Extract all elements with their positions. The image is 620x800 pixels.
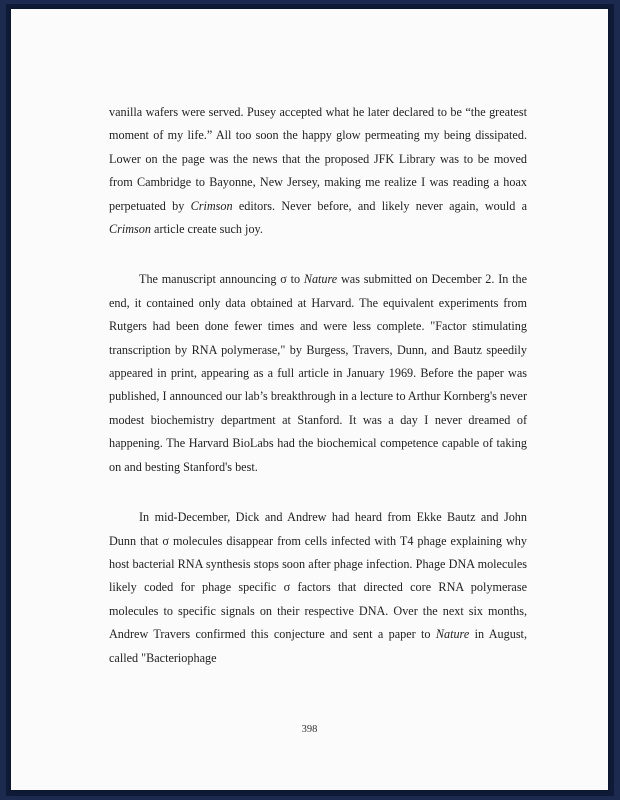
page-number: 398 [301,724,318,735]
body-text [109,101,527,670]
paragraph: The manuscript announcing σ to Nature was submitted on December 2. In the end, it contained only data obtained at Harvard. The equivalent experiments from Rutgers had been done fewer times and were less complete. "Factor stimulating transcription by RNA polymerase," by Burgess, Travers, Dunn, and Bautz speedily appeared in print, appearing as a full article in January 1969. Before the paper was published, I announced our lab’s breakthrough in a lecture to Arthur Kornberg's never modest biochemistry department at Stanford. It was a day I never dreamed of happening. The Harvard BioLabs had the biochemical competence capable of taking on and besting Stanford's best. [109,272,527,474]
paragraph: In mid-December, Dick and Andrew had heard from Ekke Bautz and John Dunn that σ molecules disappear from cells infected with T4 phage explaining why host bacterial RNA synthesis stops soon after phage infection. Phage DNA molecules likely coded for phage specific σ factors that directed core RNA polymerase molecules to specific signals on their respective DNA. Over the next six months, Andrew Travers confirmed this conjecture and sent a paper to Nature in August, called "Bacteriophage [109,510,527,665]
paragraph: vanilla wafers were served. Pusey accepted what he later declared to be “the greatest moment of my life.” All too soon the happy glow permeating my being dissipated. Lower on the page was the news that the proposed JFK Library was to be moved from Cambridge to Bayonne, New Jersey, making me realize I was reading a hoax perpetuated by Crimson editors. Never before, and likely never again, would a Crimson article create such joy. [109,105,527,237]
document-page [11,9,608,790]
